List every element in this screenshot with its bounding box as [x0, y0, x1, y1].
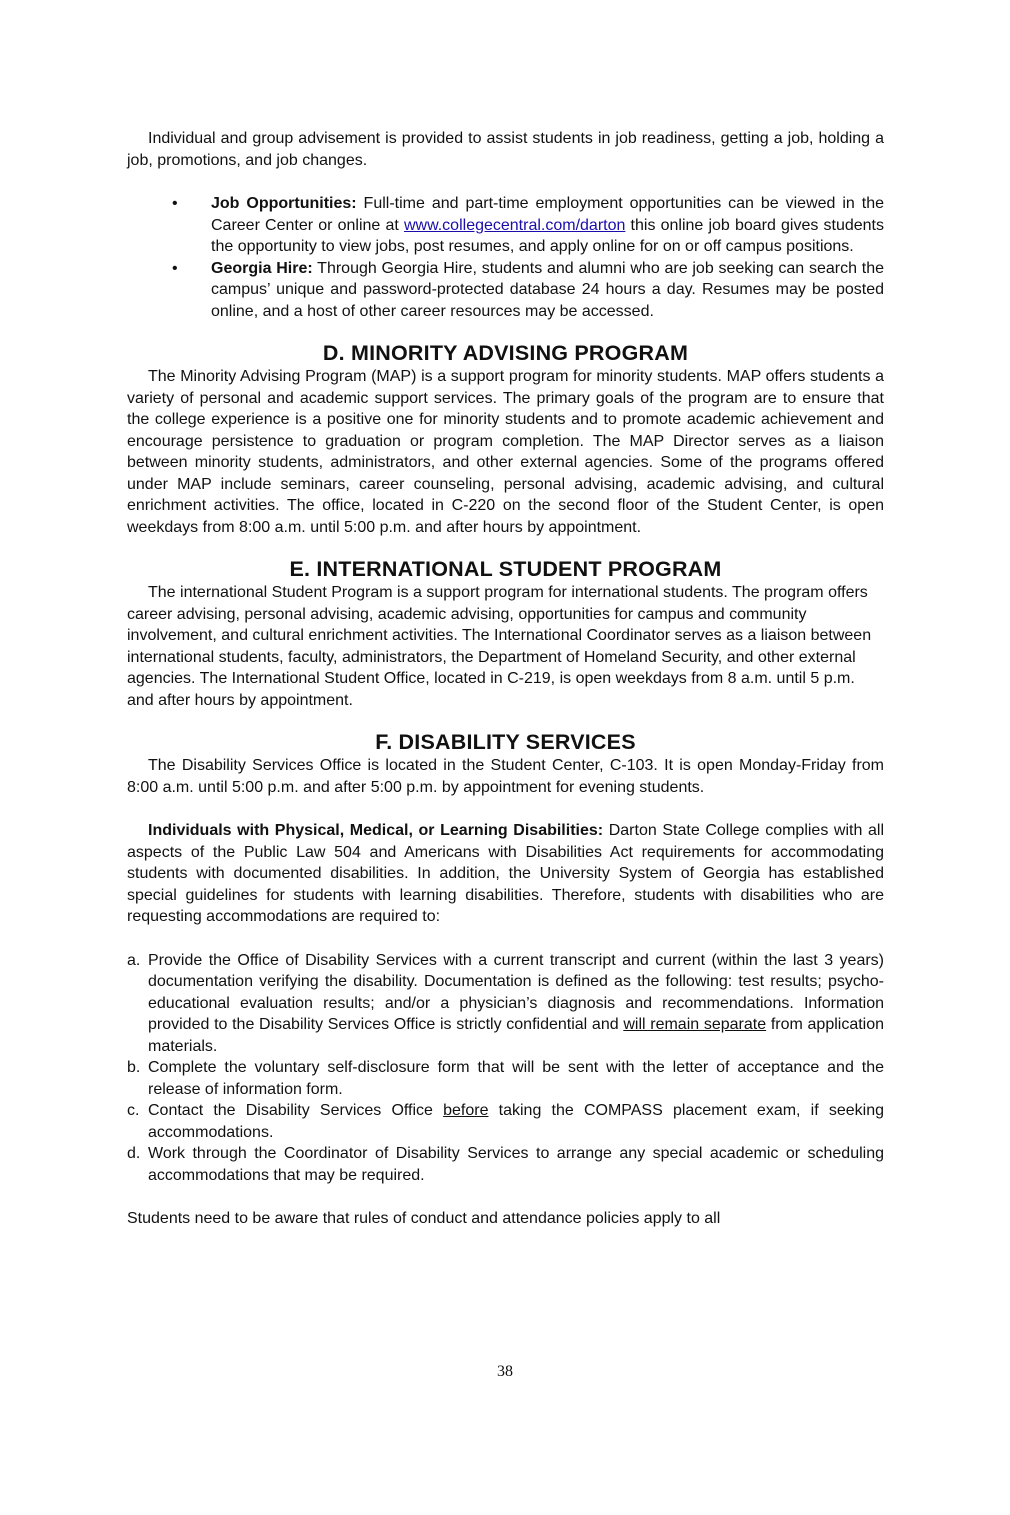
list-marker: d.	[127, 1145, 141, 1162]
page-number: 38	[497, 1363, 513, 1380]
section-body-minority-advising: The Minority Advising Program (MAP) is a support program for minority students. MAP offers students a variety of personal and academic support services. The primary goals of the program are to ensure that the college experience is a positive one for minority students and to promote academic achievement and encourage persistence to graduation or program completion. The MAP Director serves as a liaison between minority students, administrators, and other external agencies. Some of the programs offered under MAP include seminars, career counseling, personal advising, academic advising, and cultural enrichment activities. The office, located in C-220 on the second floor of the Student Center, is open weekdays from 8:00 a.m. until 5:00 p.m. and after hours by appointment.	[127, 368, 884, 536]
step-text: Work through the Coordinator of Disability Services to arrange any special academic or scheduling accommodations that may be required.	[148, 1145, 884, 1184]
underlined-text: will remain separate	[623, 1016, 767, 1033]
list-item-job-opportunities	[127, 193, 884, 258]
list-item	[127, 1143, 884, 1186]
list-marker: c.	[127, 1102, 140, 1119]
bullet-icon: •	[172, 195, 178, 212]
career-services-list	[127, 193, 884, 322]
section-heading-disability-services: F. DISABILITY SERVICES	[375, 730, 636, 754]
intro-paragraph: Individual and group advisement is provided to assist students in job readiness, getting a job, holding a job, promotions, and job changes.	[127, 130, 884, 169]
collegecentral-link[interactable]: www.collegecentral.com/darton	[403, 216, 626, 234]
underlined-text: before	[443, 1102, 489, 1119]
bullet-icon: •	[172, 259, 178, 277]
individuals-text: Darton State College complies with all aspects of the Public Law 504 and Americans with Disabilities Act requirements for accommodating students with documented disabilities. In addition, the University System of Georgia has established special guidelines for students with learning disabilities. Therefore, students with disabilities who are requesting accommodations are required to:	[127, 822, 885, 925]
item-text: this online job board gives students the opportunity to view jobs, post resumes, and apply online for on or off campus positions.	[211, 216, 884, 255]
list-marker: a.	[127, 951, 141, 969]
section-body-disability-services: The Disability Services Office is located in the Student Center, C-103. It is open Monday-Friday from 8:00 a.m. until 5:00 p.m. and after 5:00 p.m. by appointment for evening students.	[127, 757, 884, 796]
list-item-georgia-hire	[127, 258, 884, 323]
list-item	[127, 1057, 884, 1100]
step-text: Complete the voluntary self-disclosure form that will be sent with the letter of acceptance and the release of information form.	[148, 1059, 884, 1098]
step-text: Provide the Office of Disability Services with a current transcript and current (within the last 3 years) documentation verifying the disability. Documentation is defined as the following: test results; psycho-educational evaluation results; and/or a physician’s diagnosis and recommendations. Information provided to the Disability Services Office is strictly confidential and	[148, 951, 884, 1033]
item-label: Job Opportunities:	[211, 195, 357, 212]
step-text: from application materials.	[148, 1016, 885, 1055]
step-text: Contact the Disability Services Office	[148, 1102, 444, 1119]
list-item	[127, 1100, 884, 1143]
section-heading-minority-advising: D. MINORITY ADVISING PROGRAM	[322, 341, 689, 365]
step-text: taking the COMPASS placement exam, if seeking accommodations.	[148, 1102, 884, 1141]
item-text: Through Georgia Hire, students and alumni who are job seeking can search the campus’ unique and password-protected database 24 hours a day. Resumes may be posted online, and a host of other career resources may be accessed.	[211, 259, 884, 320]
individuals-paragraph	[127, 820, 884, 928]
document-page	[127, 128, 884, 1230]
individuals-label: Individuals with Physical, Medical, or Learning Disabilities:	[148, 822, 604, 839]
section-body-international-student: The international Student Program is a support program for international students. The program offers career advising, personal advising, academic advising, opportunities for campus and community involvement, and cultural enrichment activities. The International Coordinator serves as a liaison between international students, faculty, administrators, the Department of Homeland Security, and other external agencies. The International Student Office, located in C-219, is open weekdays from 8 a.m. until 5 p.m. and after hours by appointment.	[127, 584, 872, 709]
closing-paragraph: Students need to be aware that rules of conduct and attendance policies apply to all	[127, 1210, 721, 1227]
list-marker: b.	[127, 1059, 141, 1076]
list-item	[127, 950, 884, 1058]
section-heading-international-student: E. INTERNATIONAL STUDENT PROGRAM	[289, 557, 722, 581]
item-text: Full-time and part-time employment opportunities can be viewed in the Career Center or online at	[211, 195, 885, 234]
item-label: Georgia Hire:	[211, 259, 313, 277]
requirements-list	[127, 950, 884, 1187]
